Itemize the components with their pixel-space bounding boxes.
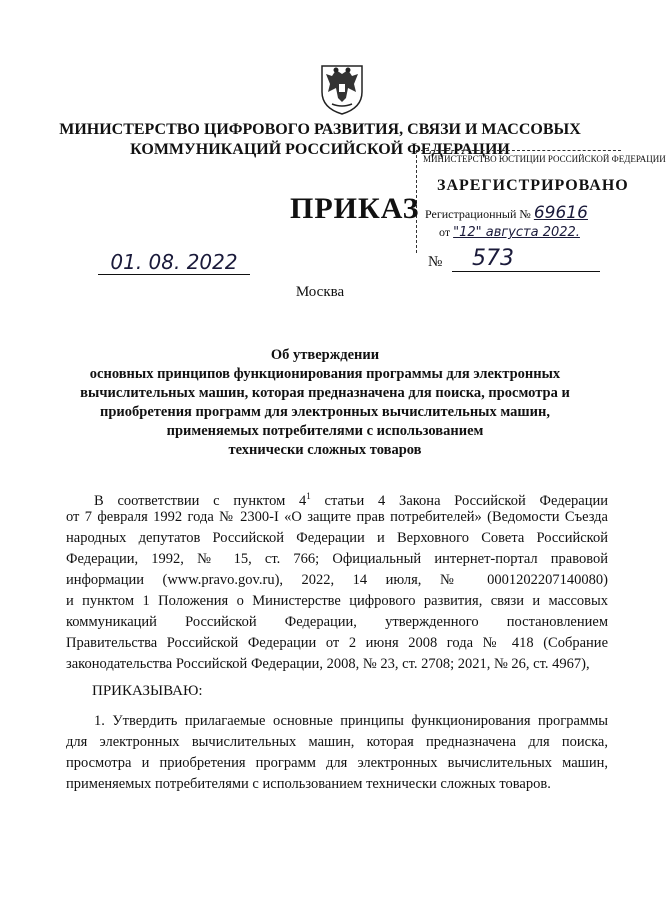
preamble-line: информации (www.pravo.gov.ru), 2022, 14 июля, № 0001202207140080) xyxy=(66,572,608,588)
city: Москва xyxy=(295,284,345,300)
preamble-line: от 7 февраля 1992 года № 2300-I «О защите прав потребителей» (Ведомости Съезда xyxy=(66,509,608,525)
ministry-line-1: МИНИСТЕРСТВО ЦИФРОВОГО РАЗВИТИЯ, СВЯЗИ И МАССОВЫХ xyxy=(59,121,581,138)
title-line: применяемых потребителями с использованием xyxy=(166,423,484,439)
title-line: приобретения программ для электронных вычислительных машин, xyxy=(100,404,550,420)
preamble-superscript: 1 xyxy=(306,491,311,501)
stamp-reg-value: 69616 xyxy=(533,203,588,223)
order-number: 573 xyxy=(452,246,600,272)
preamble-line xyxy=(66,486,608,507)
coat-of-arms-icon xyxy=(318,62,366,116)
preamble-text: статьи 4 Закона Российской Федерации xyxy=(310,492,608,509)
preamble-line: и пунктом 1 Положения о Министерстве цифрового развития, связи и массовых xyxy=(66,593,608,609)
document-type: ПРИКАЗ xyxy=(290,192,420,225)
order-date: 01. 08. 2022 xyxy=(98,250,250,275)
stamp-ministry: МИНИСТЕРСТВО ЮСТИЦИИ РОССИЙСКОЙ ФЕДЕРАЦИИ xyxy=(423,154,666,164)
preamble-paragraph xyxy=(66,486,608,675)
order-word: ПРИКАЗЫВАЮ: xyxy=(92,683,203,699)
preamble-line: законодательства Российской Федерации, 2008, № 23, ст. 2708; 2021, № 26, ст. 4967), xyxy=(66,656,590,672)
title-line: Об утверждении xyxy=(270,347,380,363)
clause-line: 1. Утвердить прилагаемые основные принципы функционирования программы xyxy=(94,713,608,729)
stamp-date-value: "12" августа 2022. xyxy=(453,225,580,240)
preamble-line: коммуникаций Российской Федерации, утвержденного постановлением xyxy=(66,614,608,630)
preamble-line: народных депутатов Российской Федерации и Верховного Совета Российской xyxy=(66,530,608,546)
clause-line: просмотра и приобретения программ для электронных вычислительных машин, xyxy=(66,755,608,771)
number-sign: № xyxy=(428,254,443,270)
title-line: вычислительных машин, которая предназначена для поиска, просмотра и xyxy=(80,385,570,401)
preamble-text: В соответствии с пунктом 4 xyxy=(94,492,307,509)
clause-1 xyxy=(66,711,608,795)
clause-line: применяемых потребителями с использованием технически сложных товаров. xyxy=(66,776,551,792)
document-title xyxy=(60,346,590,460)
preamble-line: Правительства Российской Федерации от 2 июня 2008 года № 418 (Собрание xyxy=(66,635,608,651)
stamp-reg-number xyxy=(425,203,588,223)
ministry-line-2: КОММУНИКАЦИЙ РОССИЙСКОЙ ФЕДЕРАЦИИ xyxy=(130,141,510,158)
preamble-line: Федерации, 1992, № 15, ст. 766; Официальный интернет-портал правовой xyxy=(66,551,608,567)
title-line: технически сложных товаров xyxy=(228,442,422,458)
stamp-date xyxy=(439,225,580,240)
clause-line: для электронных вычислительных машин, которая предназначена для поиска, xyxy=(66,734,608,750)
stamp-date-prefix: от xyxy=(439,225,451,239)
stamp-reg-label: Регистрационный № xyxy=(425,207,531,221)
title-line: основных принципов функционирования программы для электронных xyxy=(89,366,561,382)
registration-stamp xyxy=(416,150,666,253)
stamp-status: ЗАРЕГИСТРИРОВАНО xyxy=(437,177,629,194)
